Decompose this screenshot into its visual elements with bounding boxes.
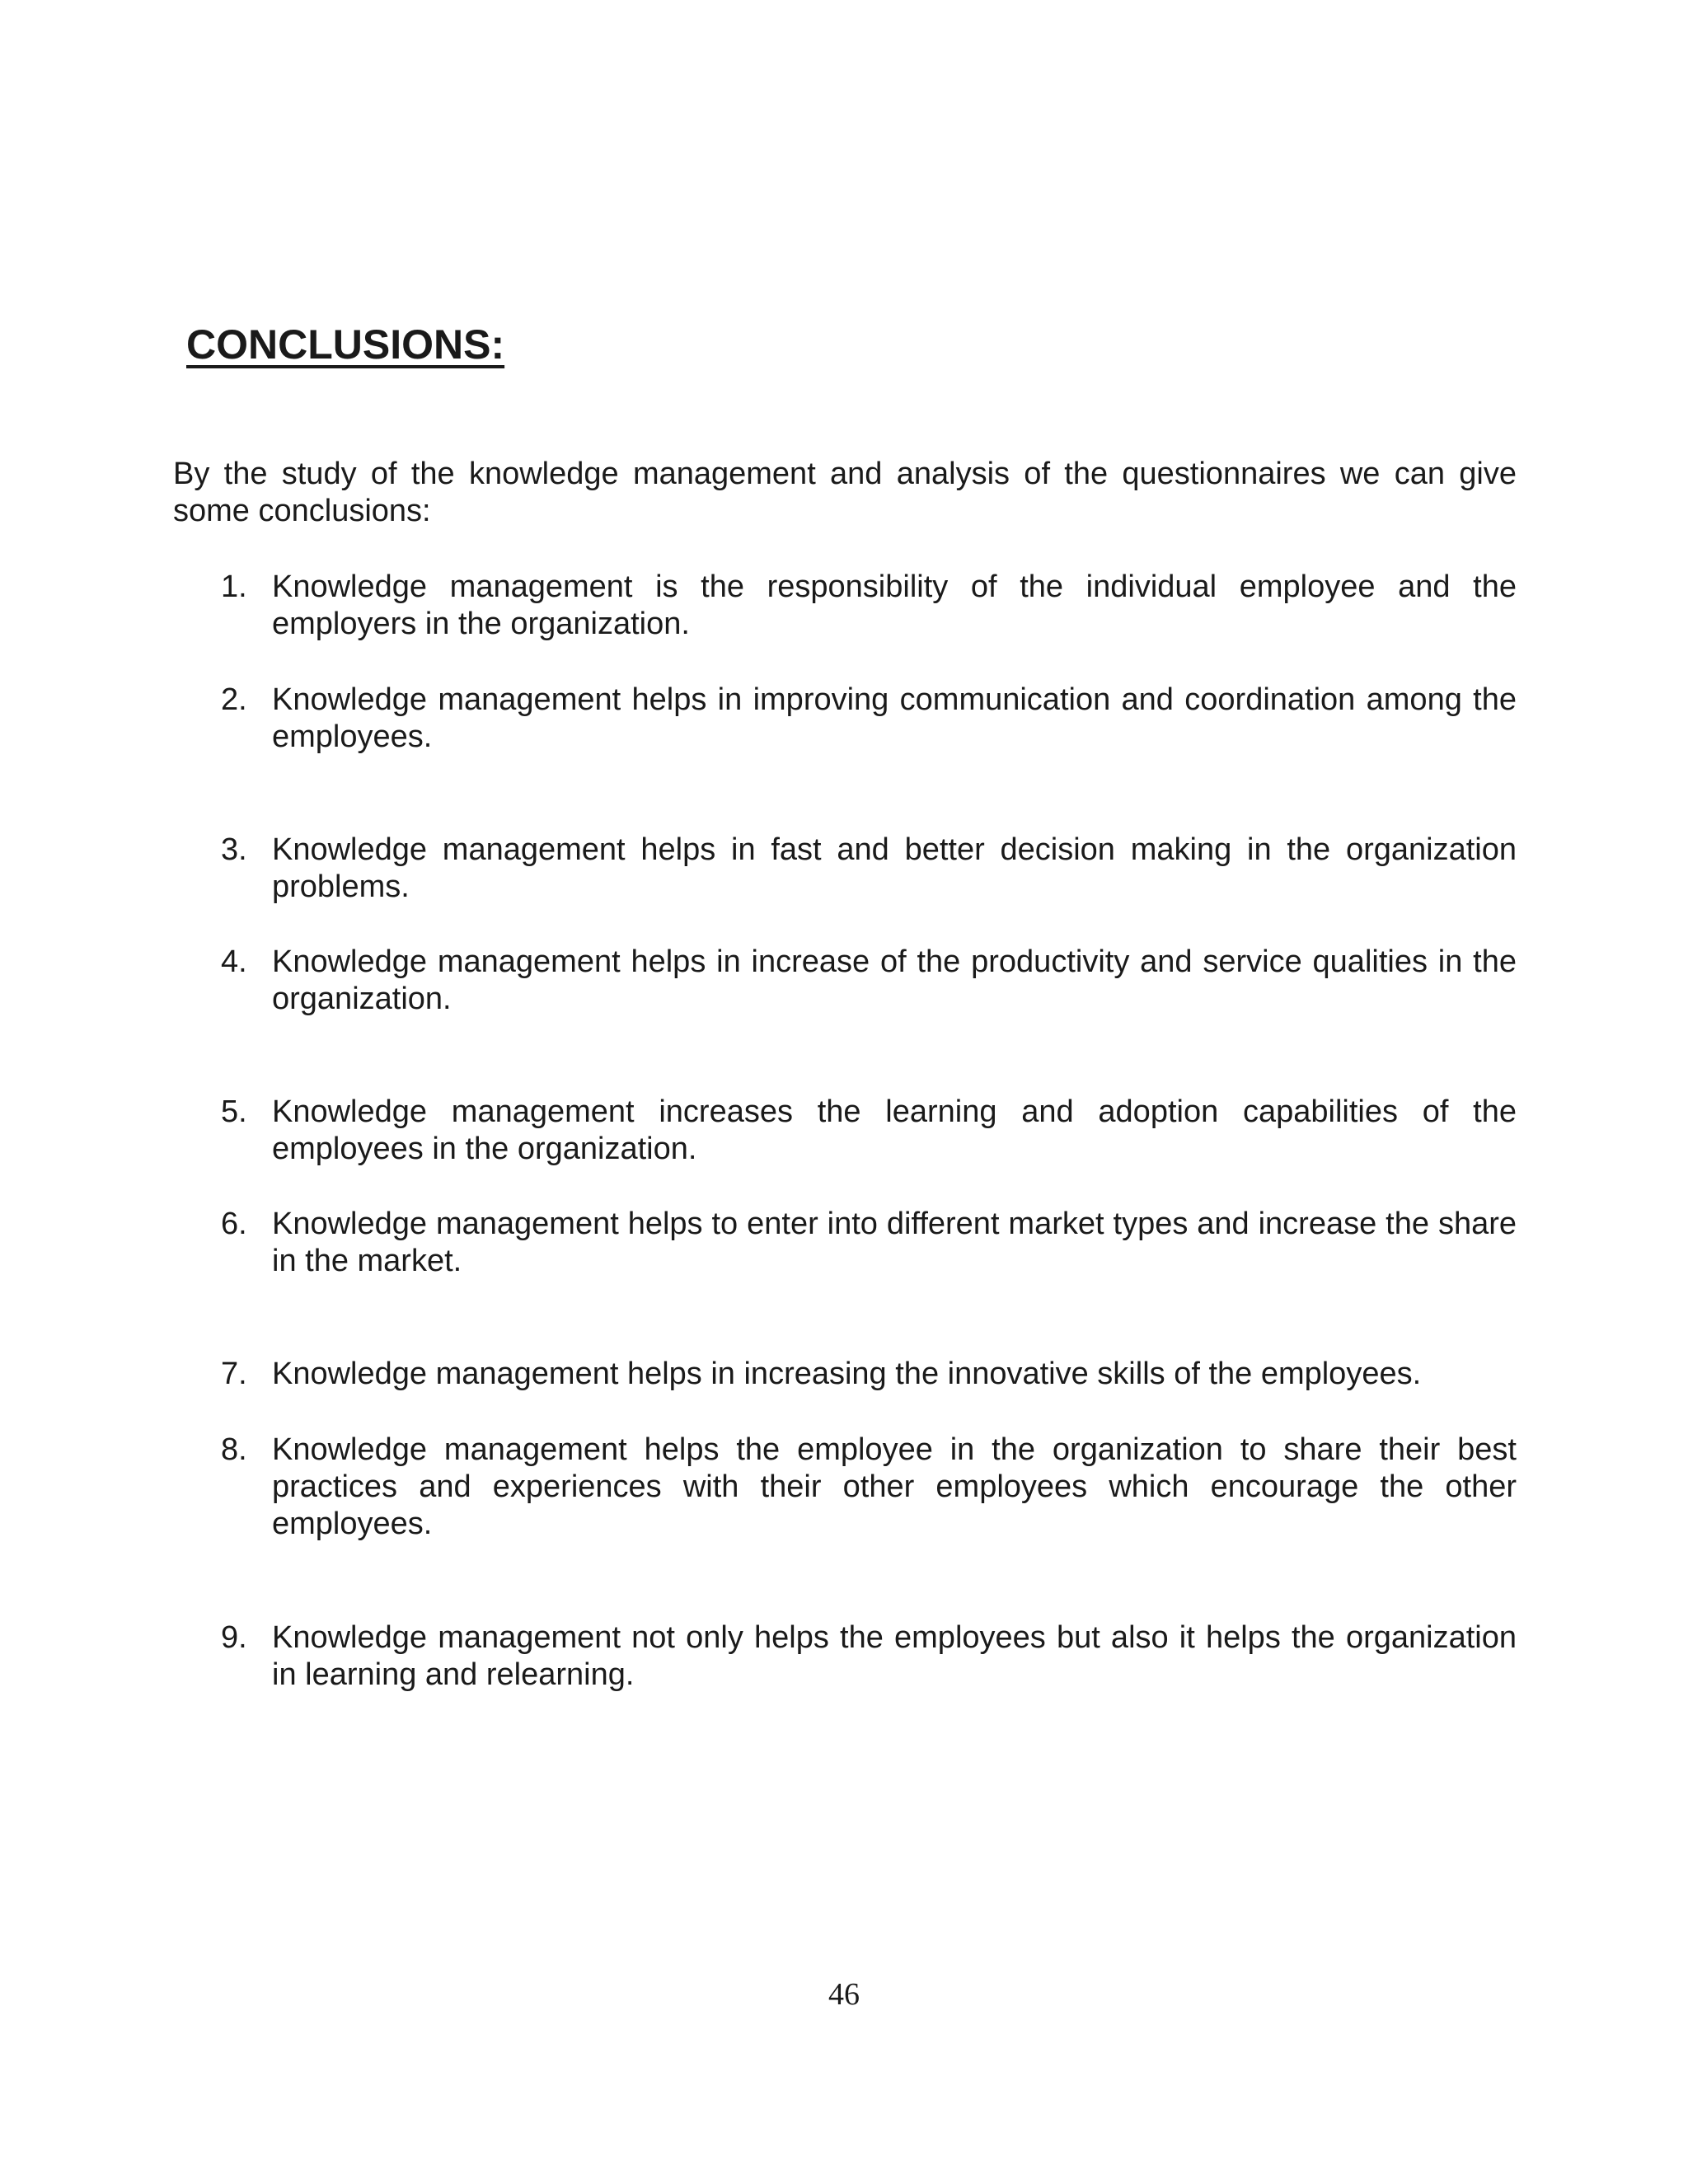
intro-paragraph: By the study of the knowledge management and analysis of the questionnaires we can give some conclusions: — [173, 457, 1517, 528]
list-item-text: Knowledge management helps in fast and better decision making in the organization problems. — [272, 832, 1517, 904]
list-item-number: 4. — [221, 944, 247, 979]
list-item-number: 2. — [221, 682, 247, 717]
list-item-text: Knowledge management helps the employee in the organization to share their best practices and experiences with their other employees which encourage the other employees. — [272, 1432, 1517, 1541]
list-item-text: Knowledge management is the responsibility of the individual employee and the employers in the organization. — [272, 569, 1517, 641]
list-item-text: Knowledge management helps in increase of the productivity and service qualities in the organization. — [272, 944, 1517, 1016]
page-heading: CONCLUSIONS: — [186, 321, 505, 368]
list-item-text: Knowledge management not only helps the employees but also it helps the organization in learning and relearning. — [272, 1620, 1517, 1692]
list-item-number: 7. — [221, 1357, 247, 1391]
list-item-number: 1. — [221, 569, 247, 604]
list-item-number: 8. — [221, 1432, 247, 1467]
list-item-number: 6. — [221, 1207, 247, 1241]
page-number: 46 — [828, 1977, 860, 2012]
list-item-text: Knowledge management helps in improving communication and coordination among the employees. — [272, 682, 1517, 754]
list-item-number: 3. — [221, 832, 247, 867]
list-item-number: 9. — [221, 1620, 247, 1655]
list-item-text: Knowledge management helps in increasing the innovative skills of the employees. — [272, 1357, 1422, 1391]
list-item-text: Knowledge management increases the learning and adoption capabilities of the employees in the organization. — [272, 1094, 1517, 1166]
list-item-number: 5. — [221, 1094, 247, 1129]
list-item-text: Knowledge management helps to enter into different market types and increase the share in the market. — [272, 1207, 1517, 1278]
